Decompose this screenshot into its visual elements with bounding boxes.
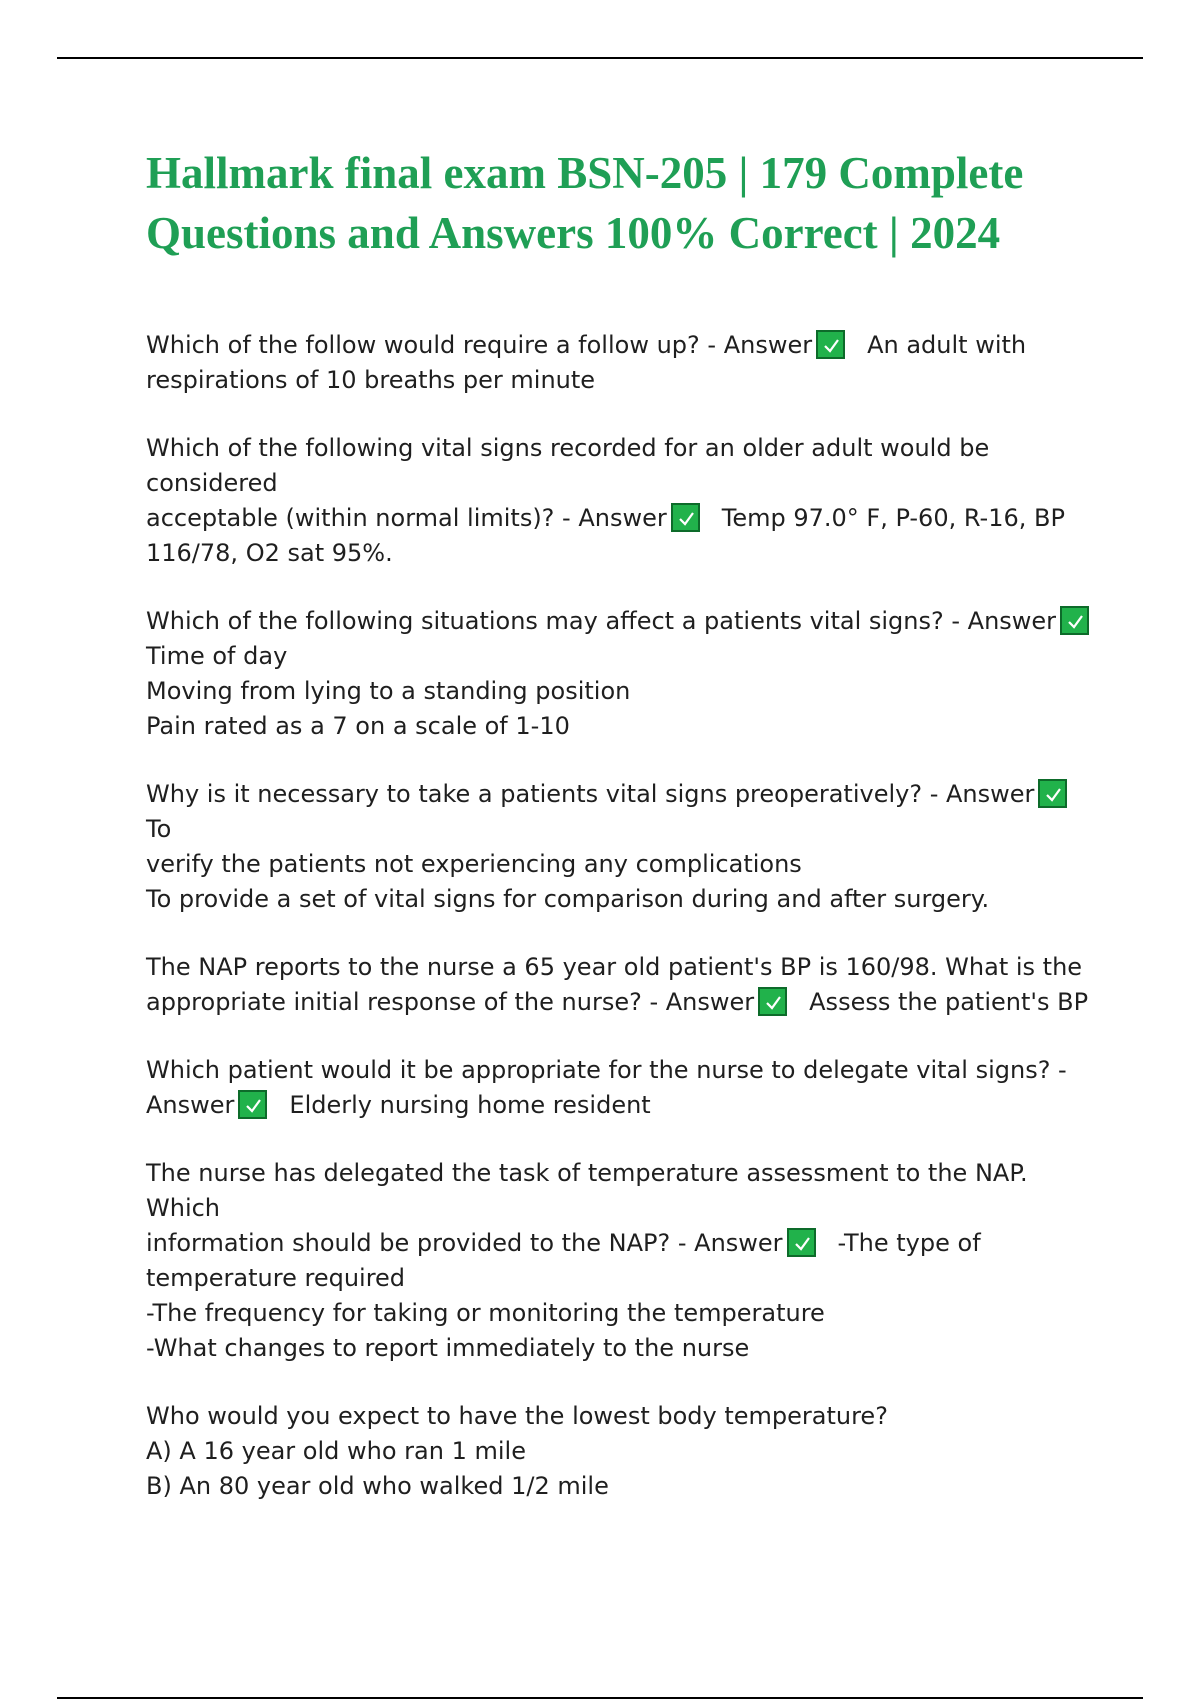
question-text: Which of the following situations may affect a patients vital signs? - Answer [146,607,1057,635]
answer-text: Pain rated as a 7 on a scale of 1-10 [146,712,570,740]
question-text: appropriate initial response of the nurse? - Answer [146,988,755,1016]
checkmark-icon [1038,779,1067,808]
answer-text: Assess the patient's BP [809,988,1089,1016]
document-title [146,143,1106,263]
qa-item [146,777,1096,917]
answer-text: An adult with [867,331,1027,359]
checkmark-icon [671,503,700,532]
answer-text: temperature required [146,1264,406,1292]
answer-text: -What changes to report immediately to the nurse [146,1334,750,1362]
qa-item [146,1399,1096,1504]
qa-list [146,328,1096,1537]
bottom-rule [57,1697,1143,1699]
title-line-1: Hallmark final exam BSN-205 | 179 Complete [146,148,1024,198]
qa-item [146,328,1096,398]
question-text: Which of the following vital signs recorded for an older adult would be considered [146,434,997,497]
answer-text: respirations of 10 breaths per minute [146,366,596,394]
qa-item [146,950,1096,1020]
answer-text: Time of day [146,642,288,670]
answer-text: Elderly nursing home resident [289,1091,651,1119]
answer-option: B) An 80 year old who walked 1/2 mile [146,1472,609,1500]
answer-text: To provide a set of vital signs for comparison during and after surgery. [146,885,990,913]
question-text: Answer [146,1091,235,1119]
checkmark-icon [816,330,845,359]
answer-option: A) A 16 year old who ran 1 mile [146,1437,526,1465]
answer-text: Temp 97.0° F, P-60, R-16, BP [721,504,1065,532]
answer-text: verify the patients not experiencing any complications [146,850,802,878]
answer-text: To [146,815,172,843]
answer-text: Moving from lying to a standing position [146,677,631,705]
title-line-2: Questions and Answers 100% Correct | 2024 [146,208,1001,258]
qa-item [146,1156,1096,1366]
question-text: Which of the follow would require a follow up? - Answer [146,331,813,359]
checkmark-icon [787,1228,816,1257]
qa-item [146,431,1096,571]
top-rule [57,57,1143,59]
question-text: information should be provided to the NAP? - Answer [146,1229,783,1257]
checkmark-icon [238,1090,267,1119]
qa-item [146,604,1096,744]
question-text: acceptable (within normal limits)? - Answer [146,504,667,532]
question-text: Which patient would it be appropriate for the nurse to delegate vital signs? - [146,1056,1067,1084]
qa-item [146,1053,1096,1123]
answer-text: -The type of [837,1229,981,1257]
checkmark-icon [758,987,787,1016]
checkmark-icon [1060,606,1089,635]
question-text: The NAP reports to the nurse a 65 year old patient's BP is 160/98. What is the [146,953,1083,981]
answer-text: 116/78, O2 sat 95%. [146,539,393,567]
question-text: Who would you expect to have the lowest body temperature? [146,1402,888,1430]
question-text: The nurse has delegated the task of temperature assessment to the NAP. Which [146,1159,1036,1222]
answer-text: -The frequency for taking or monitoring the temperature [146,1299,825,1327]
question-text: Why is it necessary to take a patients vital signs preoperatively? - Answer [146,780,1035,808]
